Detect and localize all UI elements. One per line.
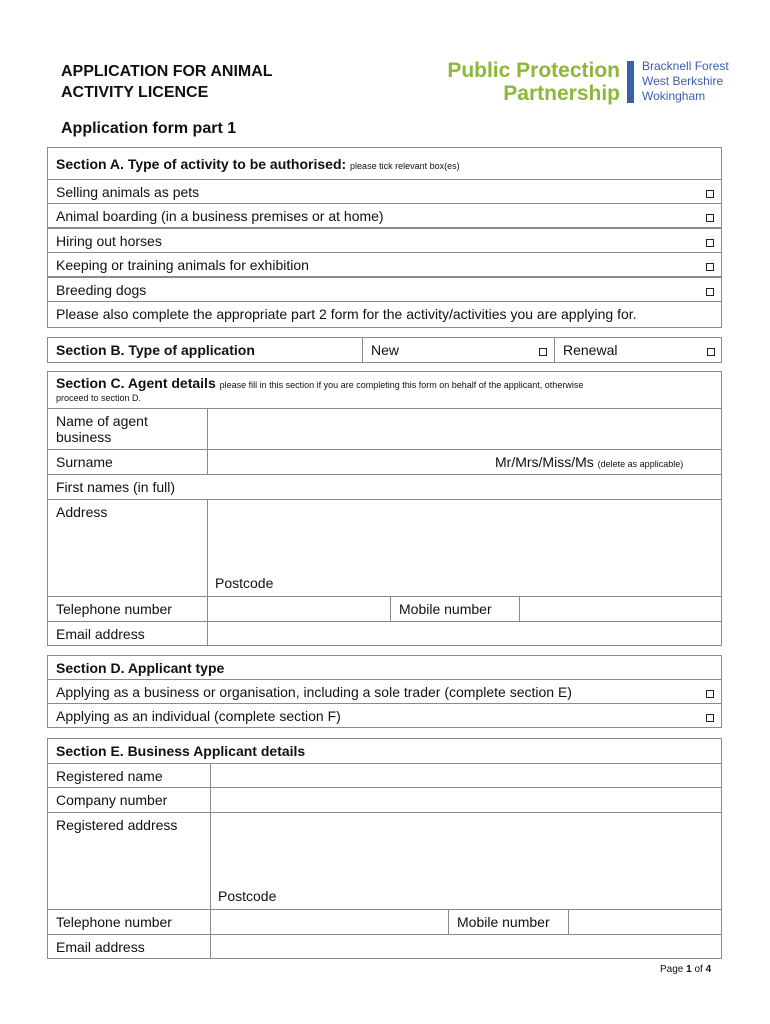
section-d-header bbox=[47, 655, 722, 680]
activity-label: Hiring out horses bbox=[56, 233, 162, 249]
application-renewal-option[interactable] bbox=[554, 338, 721, 362]
business-mobile-field[interactable] bbox=[568, 910, 721, 934]
section-e-header bbox=[47, 738, 722, 764]
activity-row-horses[interactable] bbox=[47, 228, 722, 253]
applicant-type-business-row[interactable] bbox=[47, 679, 722, 704]
activity-row-exhibition[interactable] bbox=[47, 252, 722, 277]
agent-business-label bbox=[48, 409, 207, 449]
section-d-heading: Section D. Applicant type bbox=[56, 660, 225, 676]
business-phone-row bbox=[47, 909, 722, 935]
agent-phone-row bbox=[47, 596, 722, 622]
agent-surname-label: Surname bbox=[56, 454, 113, 470]
form-title bbox=[61, 61, 273, 103]
agent-email-label: Email address bbox=[56, 626, 145, 642]
applicant-type-label: Applying as a business or organisation, including a sole trader (complete section E) bbox=[56, 684, 572, 700]
applicant-type-individual-row[interactable] bbox=[47, 703, 722, 728]
logo-council-1: Bracknell Forest bbox=[642, 59, 729, 73]
applicant-business-checkbox[interactable] bbox=[706, 690, 714, 698]
agent-email-row bbox=[47, 621, 722, 646]
section-c-instruction-line1: please fill in this section if you are completing this form on behalf of the applicant, otherwise bbox=[219, 380, 584, 390]
application-renewal-checkbox[interactable] bbox=[707, 348, 715, 356]
page-total: 4 bbox=[705, 964, 712, 975]
agent-title-label: Mr/Mrs/Miss/Ms bbox=[495, 454, 594, 470]
section-c-header bbox=[47, 371, 722, 409]
agent-telephone-field[interactable] bbox=[207, 597, 390, 621]
activity-label: Breeding dogs bbox=[56, 282, 147, 298]
registered-name-label: Registered name bbox=[56, 768, 163, 784]
agent-title-note: (delete as applicable) bbox=[597, 459, 684, 469]
partnership-logo bbox=[426, 59, 746, 107]
activity-horses-checkbox[interactable] bbox=[706, 239, 714, 247]
agent-postcode-label: Postcode bbox=[215, 575, 274, 591]
section-c-instruction-line2: proceed to section D. bbox=[56, 393, 142, 403]
company-number-label: Company number bbox=[56, 792, 168, 808]
activity-row-breeding[interactable] bbox=[47, 277, 722, 302]
agent-address-field[interactable] bbox=[207, 500, 721, 596]
activity-breeding-checkbox[interactable] bbox=[706, 288, 714, 296]
form-title-line2: ACTIVITY LICENCE bbox=[61, 84, 209, 101]
page-of-word: of bbox=[694, 964, 703, 975]
activity-row-selling[interactable] bbox=[47, 179, 722, 204]
registered-address-row bbox=[47, 812, 722, 910]
logo-partnership-name bbox=[426, 59, 620, 105]
business-email-label: Email address bbox=[56, 939, 145, 955]
section-a-heading: Section A. Type of activity to be authorised: bbox=[56, 156, 347, 172]
agent-telephone-label: Telephone number bbox=[56, 601, 172, 617]
application-new-label: New bbox=[371, 342, 400, 358]
activity-label: Keeping or training animals for exhibition bbox=[56, 257, 309, 273]
application-new-checkbox[interactable] bbox=[539, 348, 547, 356]
agent-first-names-label: First names (in full) bbox=[56, 479, 176, 495]
logo-council-3: Wokingham bbox=[642, 89, 706, 103]
applicant-individual-checkbox[interactable] bbox=[706, 714, 714, 722]
agent-business-row bbox=[47, 408, 722, 450]
section-e-heading: Section E. Business Applicant details bbox=[56, 743, 306, 759]
page-number: 1 bbox=[686, 964, 692, 975]
company-number-row bbox=[47, 787, 722, 813]
agent-surname-field[interactable] bbox=[207, 450, 487, 474]
business-telephone-label: Telephone number bbox=[56, 914, 172, 930]
logo-name-line2: Partnership bbox=[503, 82, 620, 105]
activity-boarding-checkbox[interactable] bbox=[706, 214, 714, 222]
logo-council-list bbox=[642, 59, 729, 104]
agent-mobile-label: Mobile number bbox=[390, 597, 519, 621]
agent-email-field[interactable] bbox=[207, 622, 721, 645]
agent-first-names-row bbox=[47, 474, 722, 500]
page-indicator bbox=[660, 964, 711, 975]
form-title-line1: APPLICATION FOR ANIMAL bbox=[61, 63, 273, 80]
application-new-option[interactable] bbox=[362, 338, 554, 362]
section-b-heading: Section B. Type of application bbox=[56, 342, 255, 358]
business-telephone-field[interactable] bbox=[210, 910, 448, 934]
company-number-field[interactable] bbox=[210, 788, 721, 812]
agent-address-row bbox=[47, 499, 722, 597]
form-subtitle: Application form part 1 bbox=[61, 120, 237, 137]
agent-address-label: Address bbox=[56, 504, 108, 520]
section-b-row bbox=[47, 337, 722, 363]
agent-business-label-line1: Name of agent bbox=[56, 413, 148, 429]
agent-mobile-field[interactable] bbox=[519, 597, 721, 621]
activity-row-boarding[interactable] bbox=[47, 203, 722, 228]
applicant-type-label: Applying as an individual (complete section F) bbox=[56, 708, 341, 724]
section-a-note-row bbox=[47, 301, 722, 328]
activity-label: Animal boarding (in a business premises or at home) bbox=[56, 208, 384, 224]
activity-label: Selling animals as pets bbox=[56, 184, 200, 200]
section-a-instruction: please tick relevant box(es) bbox=[350, 161, 460, 171]
registered-name-field[interactable] bbox=[210, 764, 721, 787]
registered-name-row bbox=[47, 763, 722, 788]
agent-business-field[interactable] bbox=[207, 409, 721, 449]
business-email-field[interactable] bbox=[210, 935, 721, 958]
logo-council-2: West Berkshire bbox=[642, 74, 724, 88]
logo-name-line1: Public Protection bbox=[447, 59, 620, 82]
activity-exhibition-checkbox[interactable] bbox=[706, 263, 714, 271]
agent-first-names-field[interactable] bbox=[207, 475, 721, 499]
agent-business-label-line2: business bbox=[56, 429, 112, 445]
application-renewal-label: Renewal bbox=[563, 342, 618, 358]
registered-address-field[interactable] bbox=[210, 813, 721, 909]
section-c-heading: Section C. Agent details bbox=[56, 375, 216, 391]
agent-title-field[interactable] bbox=[487, 450, 721, 474]
page-word: Page bbox=[660, 964, 684, 975]
agent-surname-row bbox=[47, 449, 722, 475]
business-email-row bbox=[47, 934, 722, 959]
business-postcode-label: Postcode bbox=[218, 888, 277, 904]
logo-divider-bar bbox=[627, 61, 634, 103]
registered-address-label: Registered address bbox=[56, 817, 178, 833]
section-a-header bbox=[47, 147, 722, 180]
activity-selling-checkbox[interactable] bbox=[706, 190, 714, 198]
business-mobile-label: Mobile number bbox=[448, 910, 568, 934]
section-a-note: Please also complete the appropriate part 2 form for the activity/activities you are applying for. bbox=[56, 306, 637, 322]
